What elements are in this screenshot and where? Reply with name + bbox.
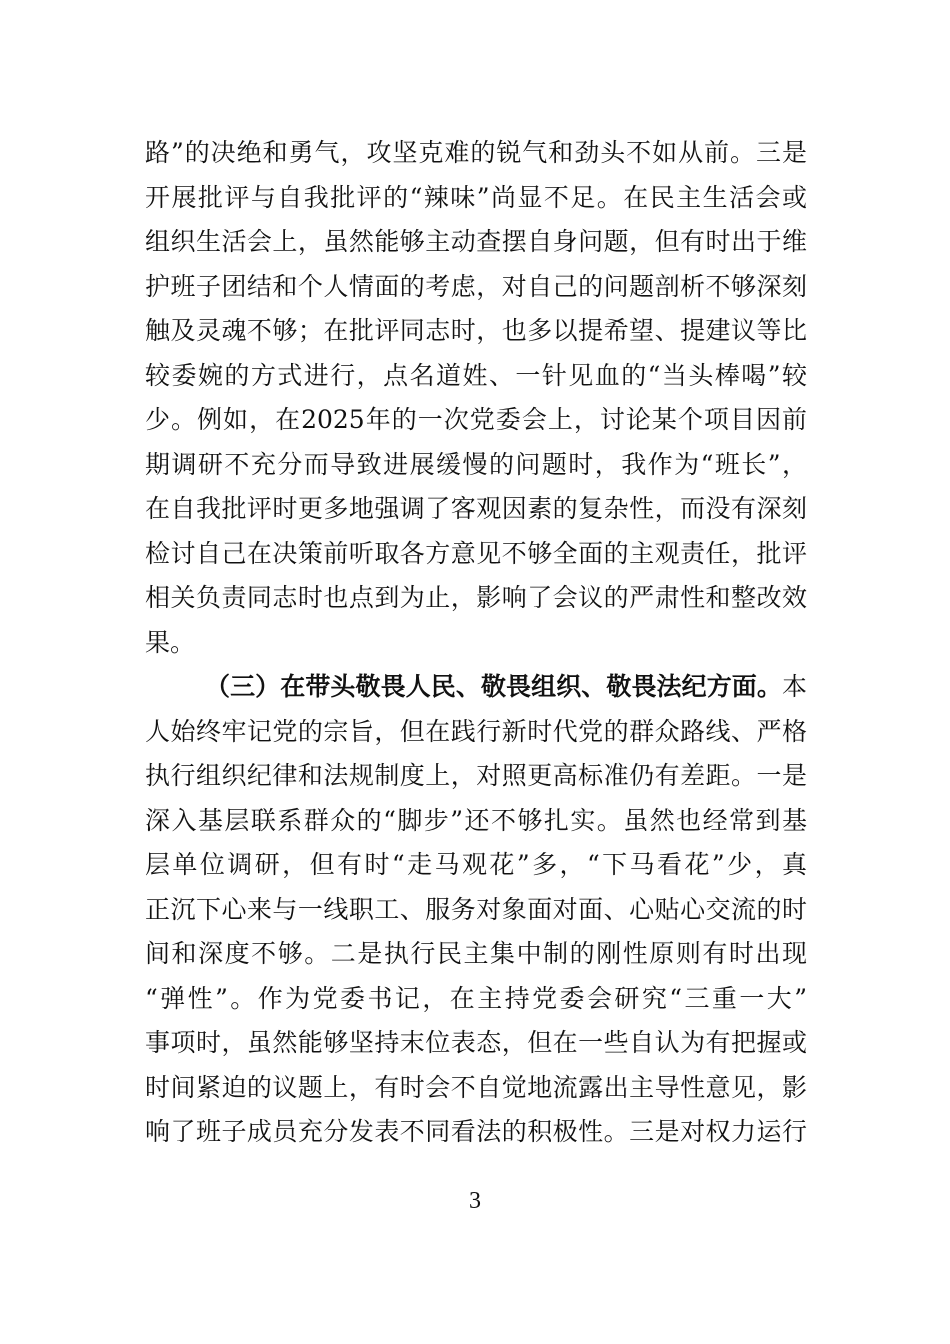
paragraph-line: 触及灵魂不够；在批评同志时，也多以提希望、提建议等比 bbox=[145, 316, 807, 345]
paragraph-line: 组织生活会上，虽然能够主动查摆自身问题，但有时出于维 bbox=[145, 227, 807, 256]
paragraph-line: 深入基层联系群众的“脚步”还不够扎实。虽然也经常到基 bbox=[145, 805, 807, 835]
paragraph-line: 正沉下心来与一线职工、服务对象面对面、心贴心交流的时 bbox=[145, 894, 807, 924]
paragraph-line: 层单位调研，但有时“走马观花”多，“下马看花”少，真 bbox=[145, 850, 807, 879]
section-heading: （三）在带头敬畏人民、敬畏组织、敬畏法纪方面。 bbox=[205, 672, 782, 701]
paragraph-line: 检讨自己在决策前听取各方意见不够全面的主观责任，批评 bbox=[145, 538, 807, 568]
document-body bbox=[145, 131, 807, 1155]
paragraph-line: 响了班子成员充分发表不同看法的积极性。三是对权力运行 bbox=[145, 1117, 807, 1146]
paragraph-2 bbox=[145, 665, 807, 1155]
paragraph-line: 相关负责同志时也点到为止，影响了会议的严肃性和整改效 bbox=[145, 583, 807, 612]
paragraph-line: 间和深度不够。二是执行民主集中制的刚性原则有时出现 bbox=[145, 939, 807, 968]
page-number: 3 bbox=[469, 1188, 481, 1214]
paragraph-line: 较委婉的方式进行，点名道姓、一针见血的“当头棒喝”较 bbox=[145, 360, 807, 390]
paragraph-1 bbox=[145, 131, 807, 665]
paragraph-line: 开展批评与自我批评的“辣味”尚显不足。在民主生活会或 bbox=[145, 182, 807, 212]
paragraph-line: 果。 bbox=[145, 627, 196, 657]
paragraph-line: 执行组织纪律和法规制度上，对照更高标准仍有差距。一是 bbox=[145, 761, 807, 790]
paragraph-line: 时间紧迫的议题上，有时会不自觉地流露出主导性意见，影 bbox=[145, 1072, 807, 1102]
paragraph-line: 事项时，虽然能够坚持末位表态，但在一些自认为有把握或 bbox=[145, 1028, 807, 1057]
paragraph-line: “弹性”。作为党委书记，在主持党委会研究“三重一大” bbox=[145, 983, 807, 1013]
paragraph-line: 路”的决绝和勇气，攻坚克难的锐气和劲头不如从前。三是 bbox=[145, 138, 807, 167]
paragraph-line: 护班子团结和个人情面的考虑，对自己的问题剖析不够深刻 bbox=[145, 271, 807, 301]
heading-tail-text: 本 bbox=[781, 672, 807, 701]
paragraph-line: 期调研不充分而导致进展缓慢的问题时，我作为“班长”， bbox=[145, 449, 807, 479]
paragraph-line: 在自我批评时更多地强调了客观因素的复杂性，而没有深刻 bbox=[145, 494, 807, 523]
paragraph-line: 人始终牢记党的宗旨，但在践行新时代党的群众路线、严格 bbox=[145, 716, 807, 746]
paragraph-line bbox=[145, 665, 807, 710]
paragraph-line: 少。例如，在2025年的一次党委会上，讨论某个项目因前 bbox=[145, 405, 807, 434]
